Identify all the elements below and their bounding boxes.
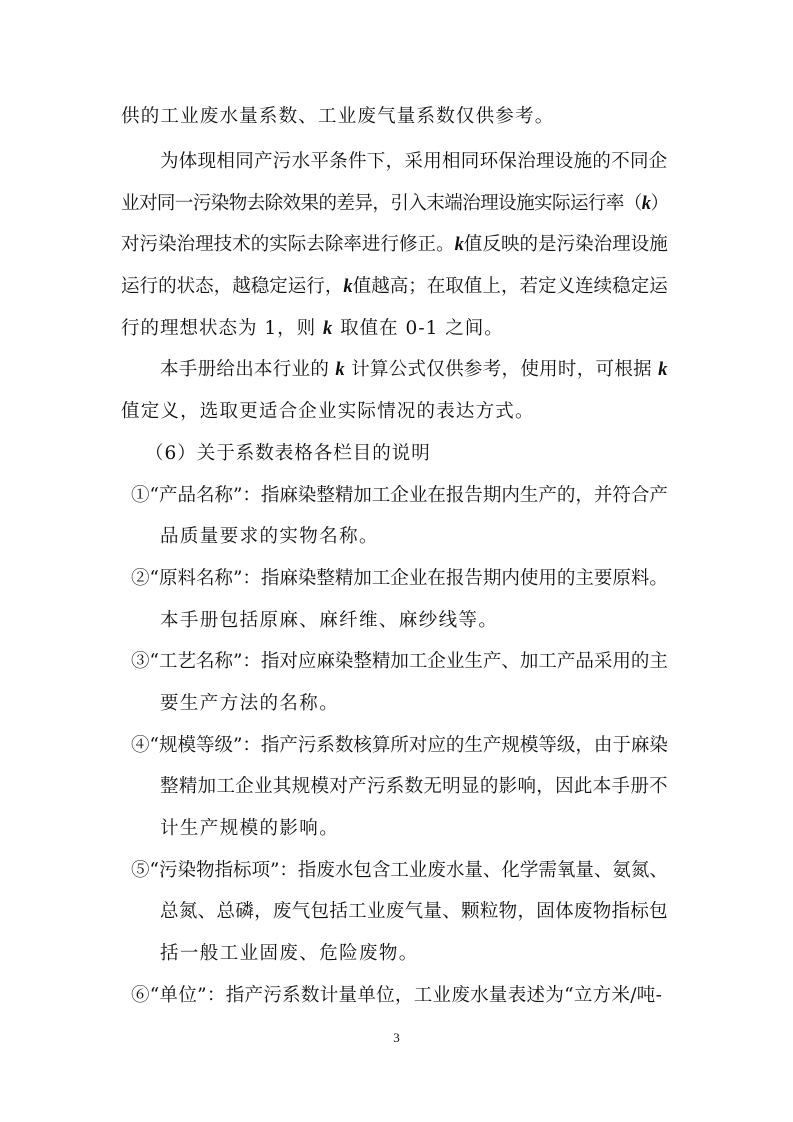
list-item-continuation: 本手册包括原麻、麻纤维、麻纱线等。	[160, 610, 499, 631]
text-line: 对污染治理技术的实际去除率进行修正。k值反映的是污染治理设施	[121, 234, 668, 255]
variable-k: k	[641, 194, 651, 214]
variable-k: k	[335, 360, 345, 380]
section-heading: （6）关于系数表格各栏目的说明	[145, 443, 431, 464]
variable-k: k	[343, 277, 353, 297]
list-item: ⑥“单位”：指产污系数计量单位，工业废水量表述为“立方米/吨-	[131, 985, 663, 1006]
text-line: 业对同一污染物去除效果的差异，引入末端治理设施实际运行率（k）	[121, 193, 669, 214]
page-number: 3	[393, 1030, 400, 1045]
variable-k: k	[323, 319, 334, 339]
text-line: 本手册给出本行业的 k 计算公式仅供参考，使用时，可根据 k	[160, 359, 668, 380]
text-line: 运行的状态，越稳定运行，k值越高；在取值上，若定义连续稳定运	[121, 276, 668, 297]
list-item: ④“规模等级”：指产污系数核算所对应的生产规模等级，由于麻染	[131, 735, 668, 756]
text-line: 供的工业废水量系数、工业废气量系数仅供参考。	[121, 106, 555, 127]
list-item-continuation: 括一般工业固废、危险废物。	[160, 943, 419, 964]
variable-k: k	[454, 235, 464, 255]
list-item: ⑤“污染物指标项”：指废水包含工业废水量、化学需氧量、氨氮、	[131, 860, 668, 881]
list-item: ③“工艺名称”：指对应麻染整精加工企业生产、加工产品采用的主	[131, 651, 668, 672]
text-line: 行的理想状态为 1，则 k 取值在 0-1 之间。	[121, 318, 504, 339]
list-item-continuation: 计生产规模的影响。	[160, 818, 340, 839]
text-line: 为体现相同产污水平条件下，采用相同环保治理设施的不同企	[160, 151, 668, 172]
text-line: 值定义，选取更适合企业实际情况的表达方式。	[121, 401, 535, 422]
list-item-continuation: 总氮、总磷，废气包括工业废气量、颗粒物，固体废物指标包	[160, 901, 669, 922]
list-item-continuation: 要生产方法的名称。	[160, 693, 340, 714]
list-item: ①“产品名称”：指麻染整精加工企业在报告期内生产的，并符合产	[131, 485, 668, 506]
list-item-continuation: 品质量要求的实物名称。	[160, 526, 379, 547]
variable-k: k	[658, 360, 668, 380]
list-item: ②“原料名称”：指麻染整精加工企业在报告期内使用的主要原料。	[131, 568, 668, 589]
list-item-continuation: 整精加工企业其规模对产污系数无明显的影响，因此本手册不	[160, 776, 669, 797]
